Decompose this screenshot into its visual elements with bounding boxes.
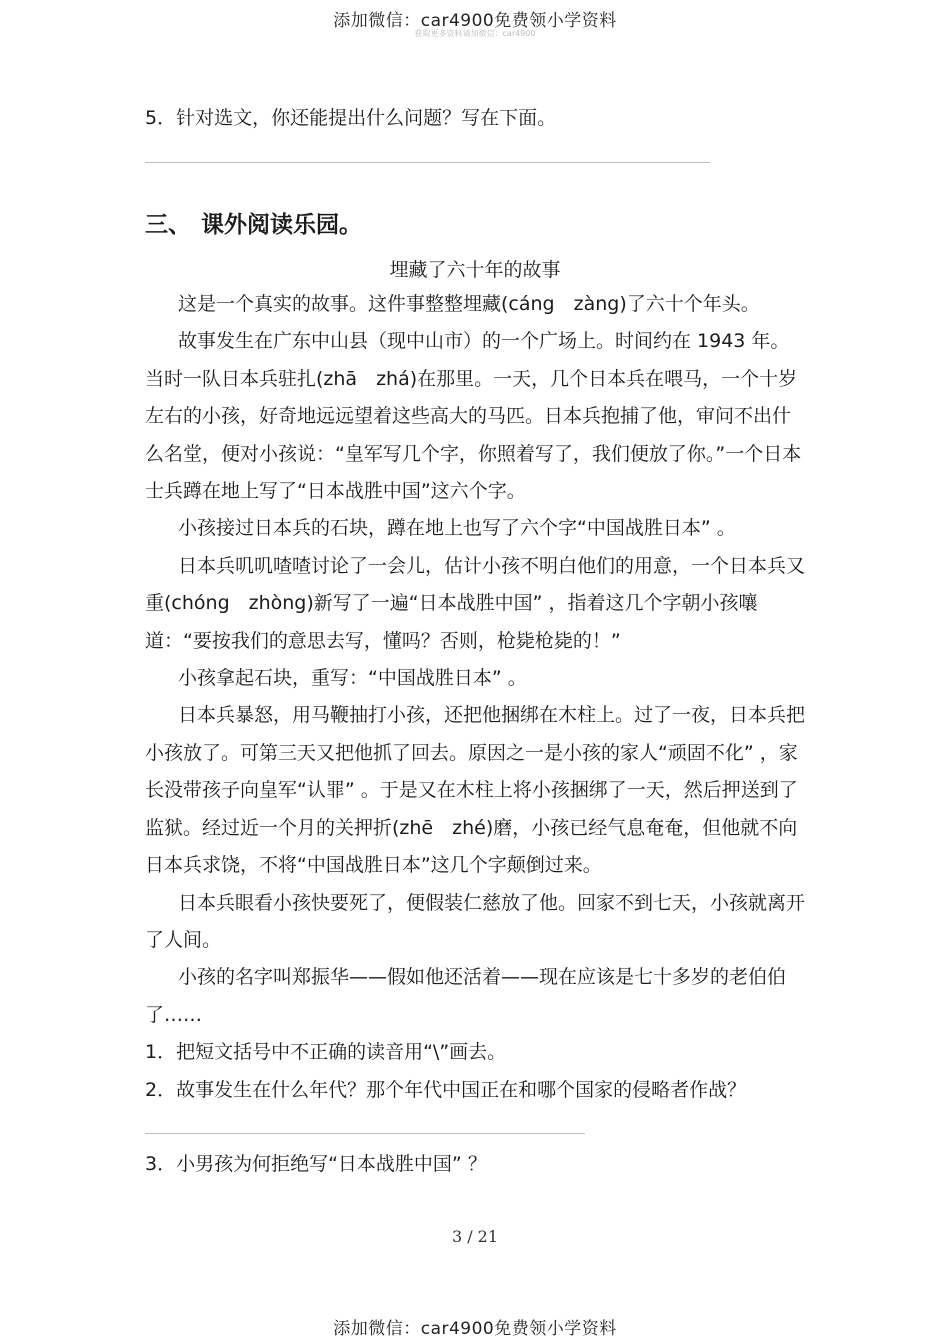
story-body xyxy=(145,286,805,1034)
question-2: 2．故事发生在什么年代？那个年代中国正在和哪个国家的侵略者作战？ xyxy=(145,1079,747,1101)
story-paragraph: 小孩拿起石块，重写：“中国战胜日本” 。 xyxy=(178,667,527,690)
story-paragraph: 小孩的名字叫郑振华——假如他还活着——现在应该是七十多岁的老伯伯了…… xyxy=(145,966,787,1026)
watermark-top: 添加微信：car4900免费领小学资料 xyxy=(333,11,617,31)
prev-question-5: 5．针对选文，你还能提出什么问题？写在下面。 xyxy=(145,107,557,129)
question-1: 1．把短文括号中不正确的读音用“\”画去。 xyxy=(145,1041,507,1063)
answer-line xyxy=(145,162,710,163)
answer-line xyxy=(145,1133,585,1134)
section-number: 三、 xyxy=(145,212,191,238)
story-paragraph: 这是一个真实的故事。这件事整整埋藏(cáng zàng)了六十个年头。 xyxy=(178,293,760,315)
story-paragraph: 日本兵暴怒，用马鞭抽打小孩，还把他捆绑在木柱上。过了一夜，日本兵把小孩放了。可第三天又把他抓了回去。原因之一是小孩的家人“顽固不化” ，家长没带孩子向皇军“认罪” 。于是又在木柱上将小孩捆绑了一天，然后押送到了监狱。经过近一个月的关押折(zhē zhé)磨，小孩已经气息奄奄，但他就不向日本兵求饶，不将“中国战胜日本”这几个字颠倒过来。 xyxy=(145,704,806,877)
faint-header-line: 获取更多资料请加微信：car4900 xyxy=(414,29,536,38)
story-paragraph: 日本兵眼看小孩快要死了，便假装仁慈放了他。回家不到七天，小孩就离开了人间。 xyxy=(145,891,806,951)
page-number: 3 / 21 xyxy=(451,1227,499,1246)
question-3: 3．小男孩为何拒绝写“日本战胜中国” ？ xyxy=(145,1153,487,1175)
story-paragraph: 小孩接过日本兵的石块，蹲在地上也写了六个字“中国战胜日本” 。 xyxy=(178,517,736,540)
section-heading xyxy=(145,206,362,239)
story-title: 埋藏了六十年的故事 xyxy=(389,259,561,281)
story-paragraph: 日本兵叽叽喳喳讨论了一会儿，估计小孩不明白他们的用意，一个日本兵又重(chóng zhòng)新写了一遍“日本战胜中国” ，指着这几个字朝小孩嚷道：“要按我们的意思去写，懂吗？否则，枪毙枪毙的！” xyxy=(145,554,806,652)
watermark-bottom: 添加微信：car4900免费领小学资料 xyxy=(333,1319,617,1339)
section-title: 课外阅读乐园。 xyxy=(201,212,362,238)
story-paragraph: 故事发生在广东中山县（现中山市）的一个广场上。时间约在 1943 年。当时一队日本兵驻扎(zhā zhá)在那里。一天，几个日本兵在喂马，一个十岁左右的小孩，好奇地远远望着这些高大的马匹。日本兵抱捕了他，审问不出什么名堂，便对小孩说：“皇军写几个字，你照着写了，我们便放了你。”一个日本士兵蹲在地上写了“日本战胜中国”这六个字。 xyxy=(145,330,802,503)
